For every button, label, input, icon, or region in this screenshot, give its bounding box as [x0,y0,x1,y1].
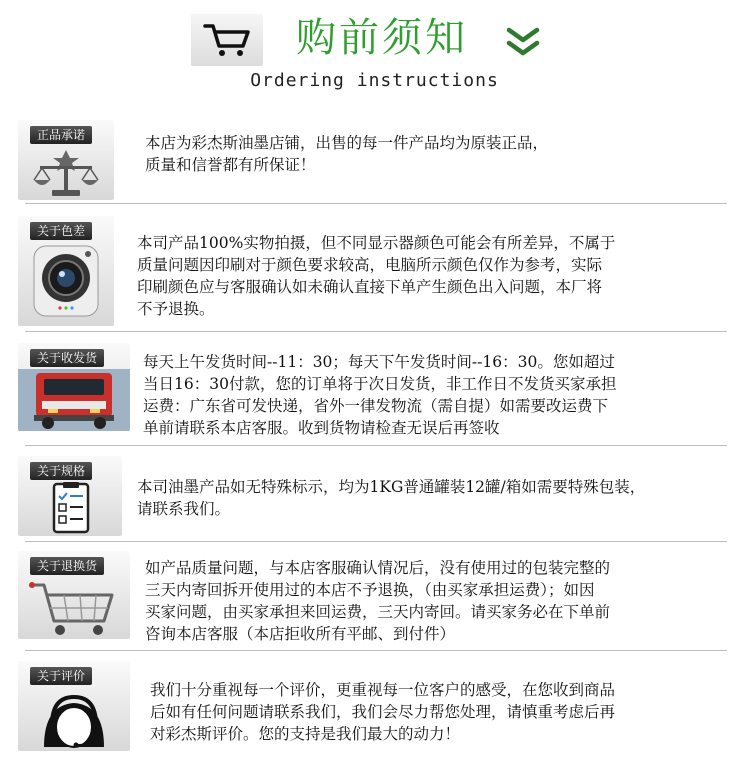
section-tag: 正品承诺 [30,126,92,144]
page-title: 购前须知 [296,15,468,61]
scales-badge-icon [18,146,114,200]
divider [25,331,727,332]
divider [25,541,727,542]
text-line: 请联系我们。 [137,500,231,518]
section-icon-card [18,661,130,751]
text-line: 印刷颜色应与客服确认如未确认直接下单产生颜色出入问题，本厂将 [137,278,603,296]
text-line: 质量问题因印刷对于颜色要求较高，电脑所示颜色仅作为参考，实际 [137,256,603,274]
section-returns [0,545,749,653]
shopping-cart-icon [18,577,130,639]
section-specifications [0,450,749,545]
text-line: 买家问题，由买家承担来回运费，三天内寄回。请买家务必在下单前 [145,603,611,621]
section-text [143,351,616,439]
text-line: 三天内寄回拆开使用过的本店不予退换，（由买家承担运费）；如因 [145,581,595,599]
text-line: 质量和信誉都有所保证！ [145,156,316,174]
shopping-cart-icon [203,22,251,58]
clipboard-checklist-icon [18,482,122,536]
text-line: 对彩杰斯评价。您的支持是我们最大的动力！ [150,725,461,743]
section-icon-card [18,216,114,326]
text-line: 单前请联系本店客服。收到货物请检查无误后再签收 [143,419,500,437]
section-shipping [0,335,749,450]
text-line: 后如有任何问题请联系我们，我们会尽力帮您处理，请慎重考虑后再 [150,703,616,721]
section-text [145,557,610,645]
section-tag: 关于色差 [30,222,92,240]
delivery-truck-icon [18,369,130,431]
section-text [145,132,548,176]
section-icon-card [18,343,130,431]
divider [25,445,727,446]
cart-badge [191,14,263,66]
page-subtitle: Ordering instructions [250,70,499,91]
section-tag: 关于退换货 [30,557,104,575]
text-line: 我们十分重视每一个评价，更重视每一位客户的感受，在您收到商品 [150,681,616,699]
text-line: 本司产品100%实物拍摄，但不同显示器颜色可能会有所差异，不属于 [137,234,616,252]
section-tag: 关于收发货 [30,349,104,367]
section-tag: 关于规格 [30,462,92,480]
section-text [150,679,615,745]
section-reviews [0,653,749,770]
section-authenticity [0,110,749,210]
divider [25,650,727,651]
section-icon-card [18,456,122,536]
text-line: 不予退换。 [137,300,215,318]
text-line: 本店为彩杰斯油墨店铺，出售的每一件产品均为原装正品， [145,134,549,152]
section-color-difference [0,210,749,335]
double-chevron-down-icon [503,26,543,58]
text-line: 如产品质量问题，与本店客服确认情况后，没有使用过的包装完整的 [145,559,611,577]
section-text [137,476,645,520]
divider [25,203,727,204]
text-line: 每天上午发货时间--11：30；每天下午发货时间--16：30。您如超过 [143,353,615,371]
header [0,0,749,110]
section-tag: 关于评价 [30,667,92,685]
section-text [137,232,615,320]
section-icon-card [18,551,130,639]
text-line: 当日16：30付款，您的订单将于次日发货，非工作日不发货买家承担 [143,375,617,393]
text-line: 本司油墨产品如无特殊标示，均为1KG普通罐装12罐/箱如需要特殊包装， [137,478,646,496]
camera-icon [18,242,114,326]
text-line: 咨询本店客服（本店拒收所有平邮、到付件） [145,625,456,643]
section-icon-card [18,120,114,200]
text-line: 运费：广东省可发快递，省外一律发物流（需自提）如需要改运费下 [143,397,609,415]
customer-service-headset-icon [18,687,130,751]
